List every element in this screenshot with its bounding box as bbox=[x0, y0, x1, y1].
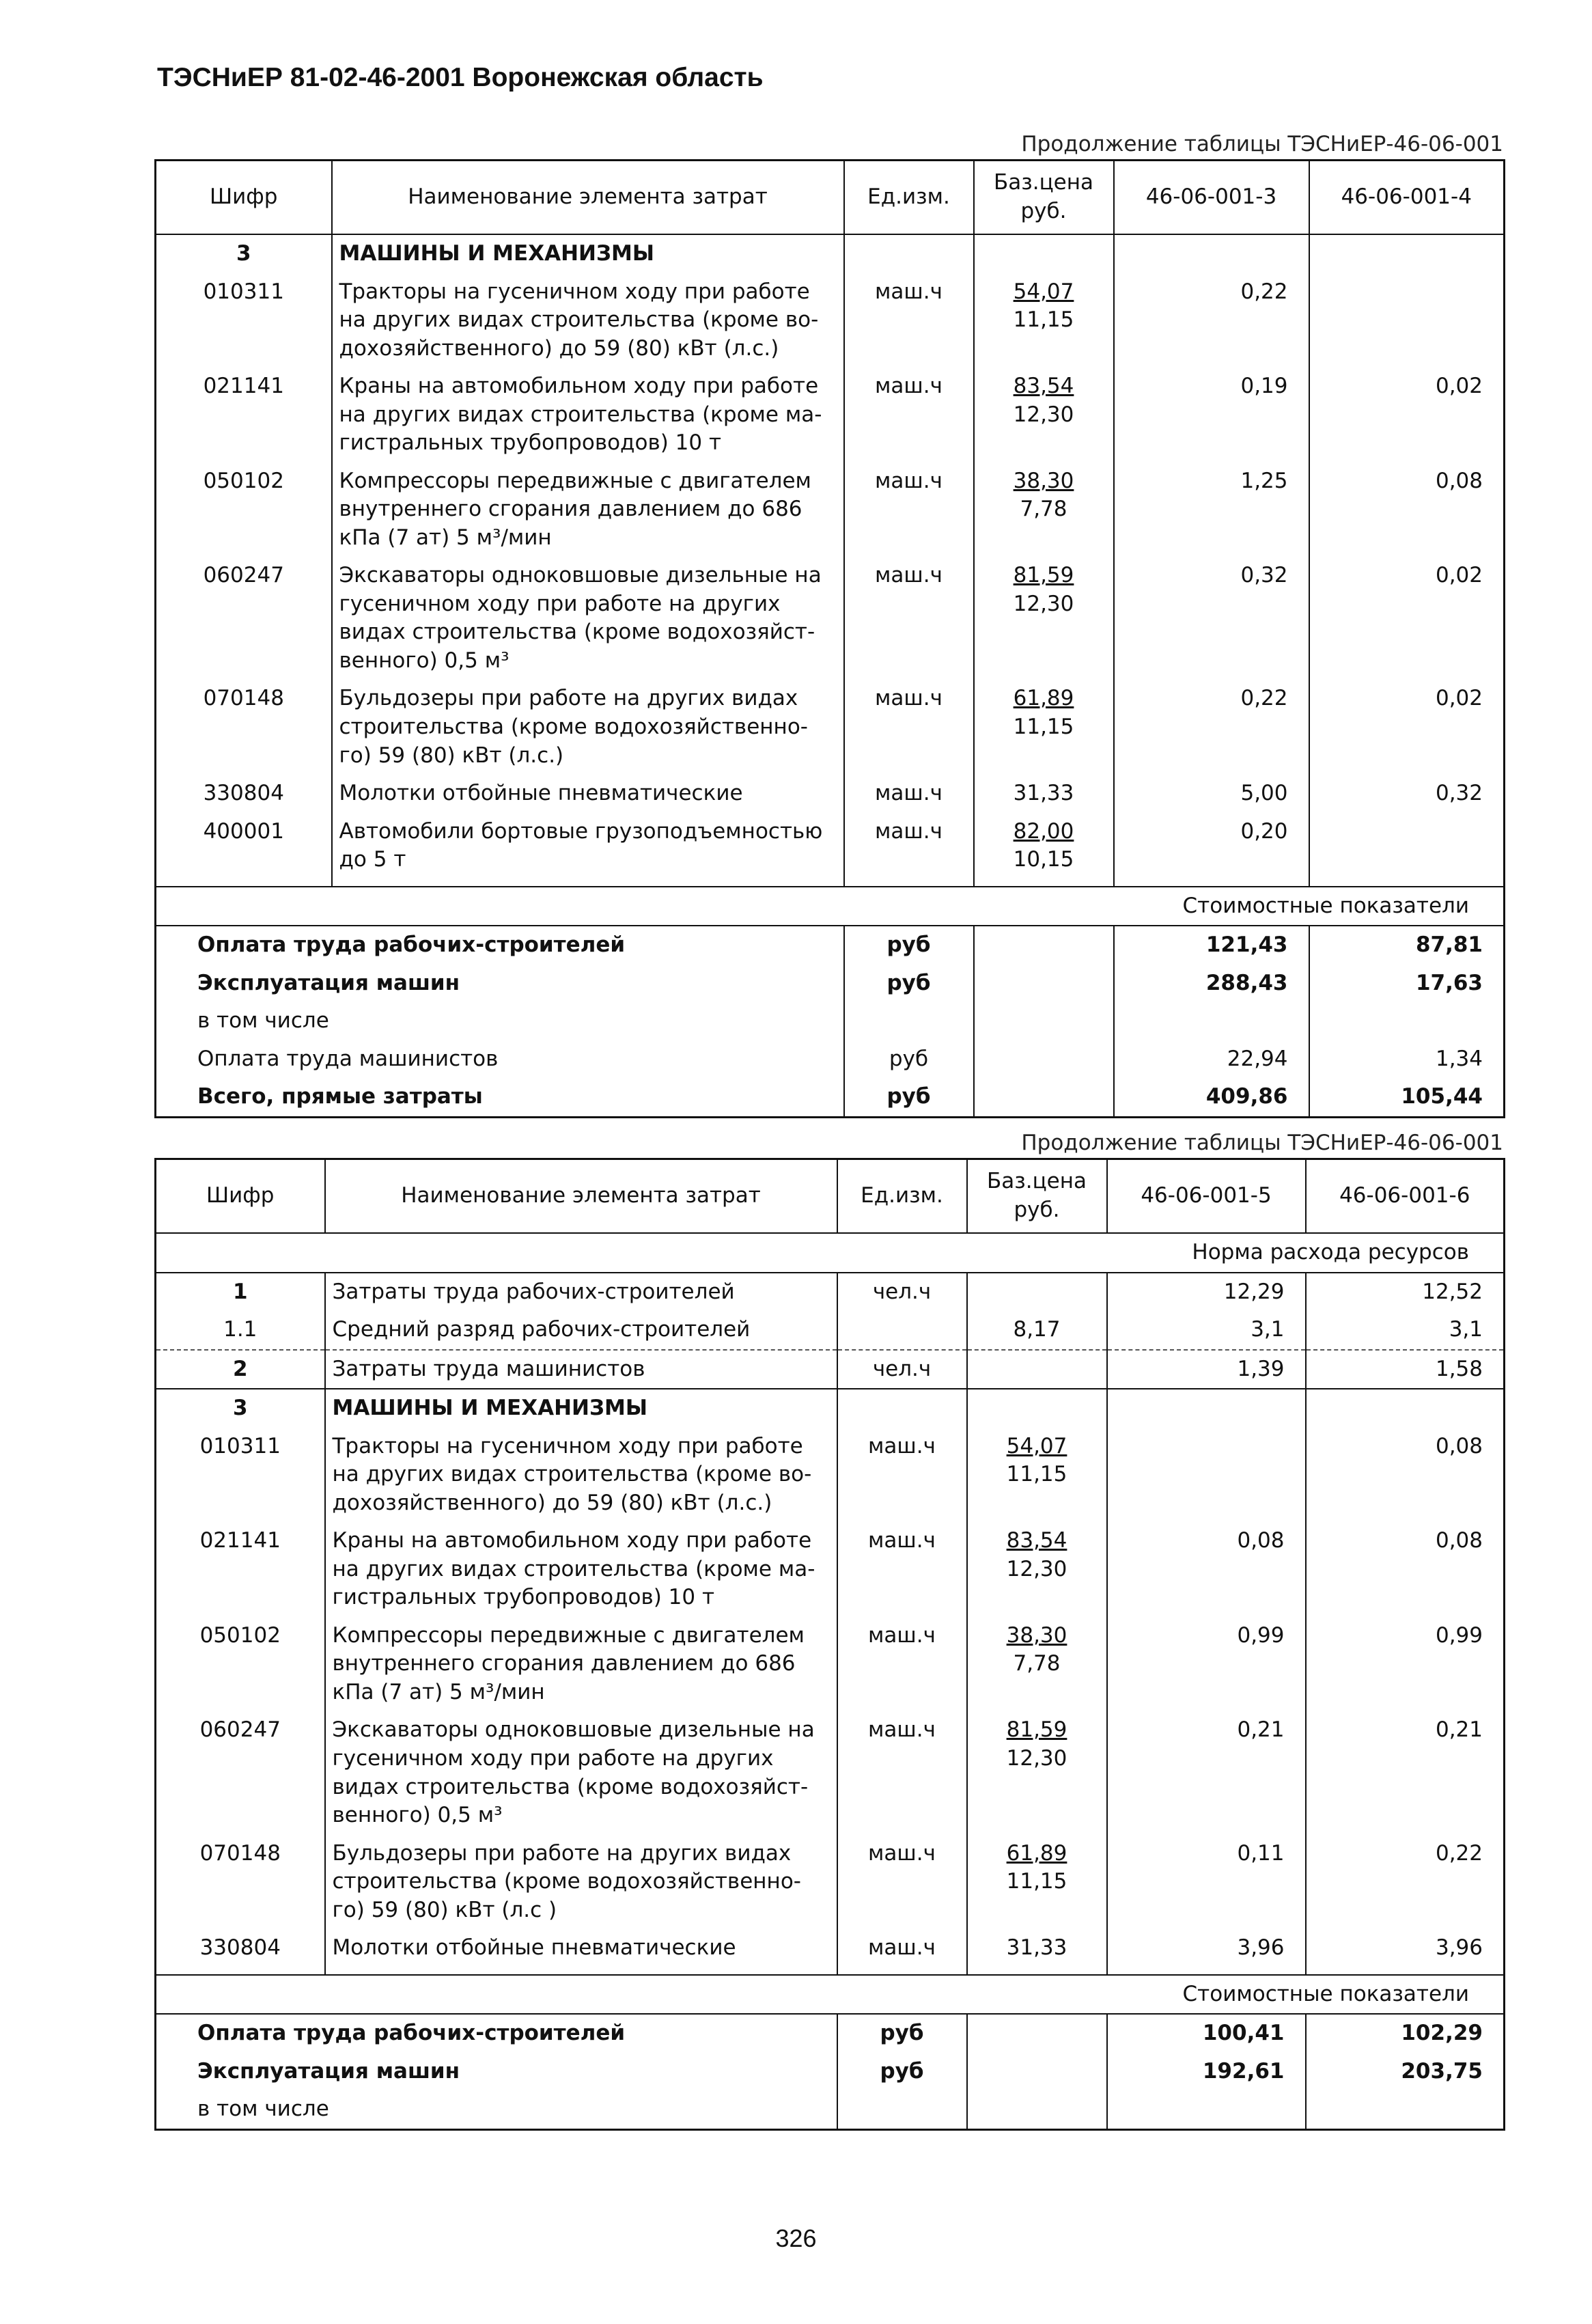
table-header-row bbox=[156, 161, 1505, 235]
labor-price bbox=[967, 1350, 1107, 1389]
base-price: 81,59 bbox=[1006, 1717, 1067, 1743]
empty-cell bbox=[967, 2090, 1107, 2129]
labor-name: Затраты труда рабочих-строителей bbox=[325, 1273, 837, 1312]
section-code: 3 bbox=[156, 234, 332, 273]
empty-cell bbox=[844, 234, 974, 273]
value-b: 0,08 bbox=[1309, 462, 1505, 557]
resource-unit: маш.ч bbox=[844, 775, 974, 813]
value-a: 0,11 bbox=[1107, 1835, 1306, 1930]
empty-cell bbox=[974, 1040, 1114, 1079]
resource-code: 330804 bbox=[156, 1929, 325, 1967]
machinist-wage: 12,30 bbox=[1013, 591, 1074, 616]
value-b: 0,22 bbox=[1306, 1835, 1505, 1930]
value-a: 0,19 bbox=[1114, 368, 1309, 462]
empty-cell bbox=[837, 1389, 967, 1428]
resource-unit: маш.ч bbox=[837, 1929, 967, 1967]
resource-name: Компрессоры передвижные с двигателем внутреннего сгорания давлением до 686 кПа (7 ат) 5 м³/мин bbox=[332, 462, 844, 557]
section-title: МАШИНЫ И МЕХАНИЗМЫ bbox=[325, 1389, 837, 1428]
col-header-a: 46-06-001-5 bbox=[1107, 1159, 1306, 1234]
value-a: 0,22 bbox=[1114, 680, 1309, 775]
empty-cell bbox=[837, 1967, 967, 1975]
labor-price bbox=[967, 1273, 1107, 1312]
summary-unit: руб bbox=[837, 2014, 967, 2053]
empty-cell bbox=[844, 879, 974, 887]
resource-code: 050102 bbox=[156, 462, 332, 557]
base-price: 61,89 bbox=[1013, 686, 1074, 711]
summary-name: Оплата труда рабочих-строителей bbox=[156, 2014, 837, 2053]
value-a: 0,08 bbox=[1107, 1522, 1306, 1617]
section-row bbox=[156, 234, 1505, 273]
machinist-wage: 11,15 bbox=[1006, 1869, 1067, 1894]
resource-name: Тракторы на гусеничном ходу при работе на других видах строительства (кроме во-дохозяйственного) до 59 (80) кВт (л.с.) bbox=[325, 1428, 837, 1523]
labor-code: 1.1 bbox=[156, 1311, 325, 1350]
table-row bbox=[156, 1617, 1505, 1712]
resource-code: 010311 bbox=[156, 1428, 325, 1523]
summary-value-b: 102,29 bbox=[1306, 2014, 1505, 2053]
value-b bbox=[1309, 273, 1505, 368]
machinist-wage: 12,30 bbox=[1013, 402, 1074, 427]
value-b: 0,02 bbox=[1309, 680, 1505, 775]
value-b: 0,08 bbox=[1306, 1428, 1505, 1523]
resource-name: Бульдозеры при работе на других видах строительства (кроме водохозяйственно-го) 59 (80) кВт (л.с ) bbox=[325, 1835, 837, 1930]
base-price-cell bbox=[974, 462, 1114, 557]
value-b: 12,52 bbox=[1306, 1273, 1505, 1312]
col-header-unit: Ед.изм. bbox=[837, 1159, 967, 1234]
machinist-wage: 11,15 bbox=[1013, 307, 1074, 333]
col-header-name: Наименование элемента затрат bbox=[332, 161, 844, 235]
labor-name: Средний разряд рабочих-строителей bbox=[325, 1311, 837, 1350]
resource-name: Краны на автомобильном ходу при работе на других видах строительства (кроме ма-гистральных трубопроводов) 10 т bbox=[325, 1522, 837, 1617]
resource-name: Автомобили бортовые грузоподъемностью до 5 т bbox=[332, 813, 844, 879]
value-a bbox=[1107, 1428, 1306, 1523]
base-price: 81,59 bbox=[1013, 563, 1074, 588]
resource-code: 060247 bbox=[156, 557, 332, 680]
summary-row bbox=[156, 1040, 1505, 1079]
resource-code: 070148 bbox=[156, 1835, 325, 1930]
empty-cell bbox=[974, 926, 1114, 965]
summary-row bbox=[156, 2014, 1505, 2053]
cost-indicators-label-text: Стоимостные показатели bbox=[156, 887, 1505, 926]
labor-unit bbox=[837, 1311, 967, 1350]
value-a: 0,99 bbox=[1107, 1617, 1306, 1712]
empty-cell bbox=[1309, 234, 1505, 273]
summary-value-a: 192,61 bbox=[1107, 2053, 1306, 2091]
base-price-cell bbox=[967, 1711, 1107, 1834]
table-row bbox=[156, 557, 1505, 680]
resource-code: 070148 bbox=[156, 680, 332, 775]
empty-cell bbox=[1306, 1967, 1505, 1975]
summary-name: Всего, прямые затраты bbox=[156, 1078, 844, 1117]
summary-value-a: 100,41 bbox=[1107, 2014, 1306, 2053]
labor-code: 1 bbox=[156, 1273, 325, 1312]
resource-code: 021141 bbox=[156, 1522, 325, 1617]
base-price: 83,54 bbox=[1013, 374, 1074, 399]
value-a: 0,20 bbox=[1114, 813, 1309, 879]
summary-name: Эксплуатация машин bbox=[156, 965, 844, 1003]
machinist-wage: 11,15 bbox=[1013, 714, 1074, 739]
resource-name: Компрессоры передвижные с двигателем внутреннего сгорания давлением до 686 кПа (7 ат) 5 м³/мин bbox=[325, 1617, 837, 1712]
value-a: 12,29 bbox=[1107, 1273, 1306, 1312]
empty-cell bbox=[1114, 234, 1309, 273]
base-price: 82,00 bbox=[1013, 818, 1074, 844]
col-header-price: Баз.цена руб. bbox=[974, 161, 1114, 235]
value-a: 1,25 bbox=[1114, 462, 1309, 557]
value-b: 0,08 bbox=[1306, 1522, 1505, 1617]
resource-unit: маш.ч bbox=[837, 1711, 967, 1834]
resource-norm-label bbox=[156, 1233, 1505, 1273]
value-a: 0,21 bbox=[1107, 1711, 1306, 1834]
value-a: 0,22 bbox=[1114, 273, 1309, 368]
table-row bbox=[156, 462, 1505, 557]
section-code: 3 bbox=[156, 1389, 325, 1428]
resource-code: 330804 bbox=[156, 775, 332, 813]
base-price-cell bbox=[967, 1428, 1107, 1523]
resource-name: Экскаваторы одноковшовые дизельные на гусеничном ходу при работе на других видах строительства (кроме водохозяйст-венного) 0,5 м³ bbox=[332, 557, 844, 680]
empty-cell bbox=[1107, 1389, 1306, 1428]
spacer bbox=[156, 879, 1505, 887]
empty-cell bbox=[974, 234, 1114, 273]
resource-unit: маш.ч bbox=[837, 1617, 967, 1712]
value-a: 5,00 bbox=[1114, 775, 1309, 813]
empty-cell bbox=[974, 1078, 1114, 1117]
table-row bbox=[156, 1522, 1505, 1617]
empty-cell bbox=[1306, 1389, 1505, 1428]
resource-code: 010311 bbox=[156, 273, 332, 368]
base-price: 38,30 bbox=[1006, 1622, 1067, 1648]
cost-indicators-label bbox=[156, 1975, 1505, 2015]
summary-row bbox=[156, 965, 1505, 1003]
summary-name: в том числе bbox=[156, 1002, 844, 1040]
value-b: 1,58 bbox=[1306, 1350, 1505, 1389]
table-row bbox=[156, 1428, 1505, 1523]
summary-unit: руб bbox=[844, 1078, 974, 1117]
summary-row bbox=[156, 2090, 1505, 2129]
summary-value-b: 203,75 bbox=[1306, 2053, 1505, 2091]
machinist-wage: 7,78 bbox=[1013, 1651, 1061, 1676]
table2-caption: Продолжение таблицы ТЭСНиЕР-46-06-001 bbox=[1021, 1131, 1503, 1155]
empty-cell bbox=[156, 1967, 325, 1975]
base-price: 83,54 bbox=[1006, 1528, 1067, 1553]
empty-cell bbox=[1107, 1967, 1306, 1975]
summary-unit bbox=[844, 1002, 974, 1040]
page-title: ТЭСНиЕР 81-02-46-2001 Воронежская область bbox=[157, 63, 764, 92]
empty-cell bbox=[974, 879, 1114, 887]
value-b: 0,02 bbox=[1309, 557, 1505, 680]
summary-value-b: 105,44 bbox=[1309, 1078, 1505, 1117]
machinist-wage: 12,30 bbox=[1006, 1745, 1067, 1771]
empty-cell bbox=[156, 879, 332, 887]
col-header-b: 46-06-001-4 bbox=[1309, 161, 1505, 235]
resource-code: 050102 bbox=[156, 1617, 325, 1712]
value-a: 3,96 bbox=[1107, 1929, 1306, 1967]
table-row bbox=[156, 813, 1505, 879]
machinist-wage: 12,30 bbox=[1006, 1556, 1067, 1581]
base-price-cell bbox=[974, 775, 1114, 813]
summary-row bbox=[156, 1002, 1505, 1040]
summary-unit: руб bbox=[844, 965, 974, 1003]
summary-value-a bbox=[1107, 2090, 1306, 2129]
col-header-name: Наименование элемента затрат bbox=[325, 1159, 837, 1234]
resource-code: 060247 bbox=[156, 1711, 325, 1834]
resource-unit: маш.ч bbox=[837, 1522, 967, 1617]
spacer bbox=[156, 1967, 1505, 1975]
summary-row bbox=[156, 926, 1505, 965]
empty-cell bbox=[974, 1002, 1114, 1040]
resource-name: Молотки отбойные пневматические bbox=[332, 775, 844, 813]
labor-unit: чел.ч bbox=[837, 1273, 967, 1312]
value-b: 0,32 bbox=[1309, 775, 1505, 813]
table-row bbox=[156, 368, 1505, 462]
summary-row bbox=[156, 1078, 1505, 1117]
empty-cell bbox=[332, 879, 844, 887]
base-price-cell bbox=[974, 273, 1114, 368]
resource-unit: маш.ч bbox=[844, 368, 974, 462]
resource-name: Бульдозеры при работе на других видах строительства (кроме водохозяйственно-го) 59 (80) кВт (л.с.) bbox=[332, 680, 844, 775]
table-row bbox=[156, 1835, 1505, 1930]
labor-name: Затраты труда машинистов bbox=[325, 1350, 837, 1389]
summary-unit: руб bbox=[844, 1040, 974, 1079]
value-a: 0,32 bbox=[1114, 557, 1309, 680]
labor-unit: чел.ч bbox=[837, 1350, 967, 1389]
summary-name: Оплата труда машинистов bbox=[156, 1040, 844, 1079]
summary-value-b: 87,81 bbox=[1309, 926, 1505, 965]
base-price-cell bbox=[974, 557, 1114, 680]
resource-code: 400001 bbox=[156, 813, 332, 879]
resource-table-1 bbox=[154, 159, 1505, 1118]
summary-value-b: 1,34 bbox=[1309, 1040, 1505, 1079]
value-b bbox=[1309, 813, 1505, 879]
summary-unit: руб bbox=[844, 926, 974, 965]
resource-unit: маш.ч bbox=[844, 557, 974, 680]
col-header-price: Баз.цена руб. bbox=[967, 1159, 1107, 1234]
resource-name: Экскаваторы одноковшовые дизельные на гусеничном ходу при работе на других видах строительства (кроме водохозяйст-венного) 0,5 м³ bbox=[325, 1711, 837, 1834]
empty-cell bbox=[967, 2053, 1107, 2091]
base-price-cell bbox=[967, 1522, 1107, 1617]
resource-name: Краны на автомобильном ходу при работе на других видах строительства (кроме ма-гистральных трубопроводов) 10 т bbox=[332, 368, 844, 462]
summary-unit: руб bbox=[837, 2053, 967, 2091]
empty-cell bbox=[974, 965, 1114, 1003]
summary-value-a bbox=[1114, 1002, 1309, 1040]
col-header-code: Шифр bbox=[156, 1159, 325, 1234]
cost-indicators-label bbox=[156, 887, 1505, 926]
value-a: 1,39 bbox=[1107, 1350, 1306, 1389]
base-price-cell bbox=[974, 680, 1114, 775]
summary-name: Оплата труда рабочих-строителей bbox=[156, 926, 844, 965]
labor-row bbox=[156, 1350, 1505, 1389]
table-row bbox=[156, 273, 1505, 368]
base-price: 31,33 bbox=[1013, 781, 1074, 806]
summary-value-a: 288,43 bbox=[1114, 965, 1309, 1003]
col-header-a: 46-06-001-3 bbox=[1114, 161, 1309, 235]
empty-cell bbox=[967, 2014, 1107, 2053]
page-number: 326 bbox=[775, 2224, 817, 2252]
empty-cell bbox=[967, 1389, 1107, 1428]
table-row bbox=[156, 1711, 1505, 1834]
base-price-cell bbox=[974, 813, 1114, 879]
base-price-cell bbox=[974, 368, 1114, 462]
resource-name: Тракторы на гусеничном ходу при работе на других видах строительства (кроме во-дохозяйственного) до 59 (80) кВт (л.с.) bbox=[332, 273, 844, 368]
summary-value-b: 17,63 bbox=[1309, 965, 1505, 1003]
resource-code: 021141 bbox=[156, 368, 332, 462]
base-price: 54,07 bbox=[1006, 1433, 1067, 1458]
table-row bbox=[156, 775, 1505, 813]
empty-cell bbox=[1309, 879, 1505, 887]
resource-unit: маш.ч bbox=[837, 1835, 967, 1930]
summary-value-a: 121,43 bbox=[1114, 926, 1309, 965]
value-b: 0,99 bbox=[1306, 1617, 1505, 1712]
section-row bbox=[156, 1389, 1505, 1428]
summary-row bbox=[156, 2053, 1505, 2091]
resource-unit: маш.ч bbox=[844, 462, 974, 557]
resource-table-2 bbox=[154, 1158, 1505, 2131]
col-header-unit: Ед.изм. bbox=[844, 161, 974, 235]
section-title: МАШИНЫ И МЕХАНИЗМЫ bbox=[332, 234, 844, 273]
empty-cell bbox=[967, 1967, 1107, 1975]
value-b: 3,1 bbox=[1306, 1311, 1505, 1350]
summary-value-a: 22,94 bbox=[1114, 1040, 1309, 1079]
base-price: 31,33 bbox=[1006, 1935, 1067, 1961]
table-header-row bbox=[156, 1159, 1505, 1234]
base-price-cell bbox=[967, 1617, 1107, 1712]
base-price: 61,89 bbox=[1006, 1840, 1067, 1866]
resource-unit: маш.ч bbox=[844, 680, 974, 775]
resource-unit: маш.ч bbox=[844, 273, 974, 368]
value-b: 0,02 bbox=[1309, 368, 1505, 462]
machinist-wage: 11,15 bbox=[1006, 1462, 1067, 1487]
table-row bbox=[156, 1929, 1505, 1967]
labor-row bbox=[156, 1311, 1505, 1350]
value-b: 3,96 bbox=[1306, 1929, 1505, 1967]
labor-code: 2 bbox=[156, 1350, 325, 1389]
summary-value-b bbox=[1306, 2090, 1505, 2129]
summary-name: Эксплуатация машин bbox=[156, 2053, 837, 2091]
resource-norm-label-text: Норма расхода ресурсов bbox=[156, 1233, 1505, 1273]
value-a: 3,1 bbox=[1107, 1311, 1306, 1350]
resource-unit: маш.ч bbox=[837, 1428, 967, 1523]
summary-value-a: 409,86 bbox=[1114, 1078, 1309, 1117]
base-price-cell bbox=[967, 1835, 1107, 1930]
col-header-code: Шифр bbox=[156, 161, 332, 235]
value-b: 0,21 bbox=[1306, 1711, 1505, 1834]
resource-name: Молотки отбойные пневматические bbox=[325, 1929, 837, 1967]
summary-unit bbox=[837, 2090, 967, 2129]
base-price: 54,07 bbox=[1013, 279, 1074, 304]
machinist-wage: 7,78 bbox=[1020, 497, 1067, 522]
cost-indicators-label-text: Стоимостные показатели bbox=[156, 1975, 1505, 2015]
table-row bbox=[156, 680, 1505, 775]
base-price: 38,30 bbox=[1013, 468, 1074, 493]
table1-caption: Продолжение таблицы ТЭСНиЕР-46-06-001 bbox=[1021, 132, 1503, 156]
empty-cell bbox=[1114, 879, 1309, 887]
summary-value-b bbox=[1309, 1002, 1505, 1040]
labor-price: 8,17 bbox=[967, 1311, 1107, 1350]
base-price-cell bbox=[967, 1929, 1107, 1967]
machinist-wage: 10,15 bbox=[1013, 847, 1074, 872]
empty-cell bbox=[325, 1967, 837, 1975]
labor-row bbox=[156, 1273, 1505, 1312]
summary-name: в том числе bbox=[156, 2090, 837, 2129]
resource-unit: маш.ч bbox=[844, 813, 974, 879]
col-header-b: 46-06-001-6 bbox=[1306, 1159, 1505, 1234]
